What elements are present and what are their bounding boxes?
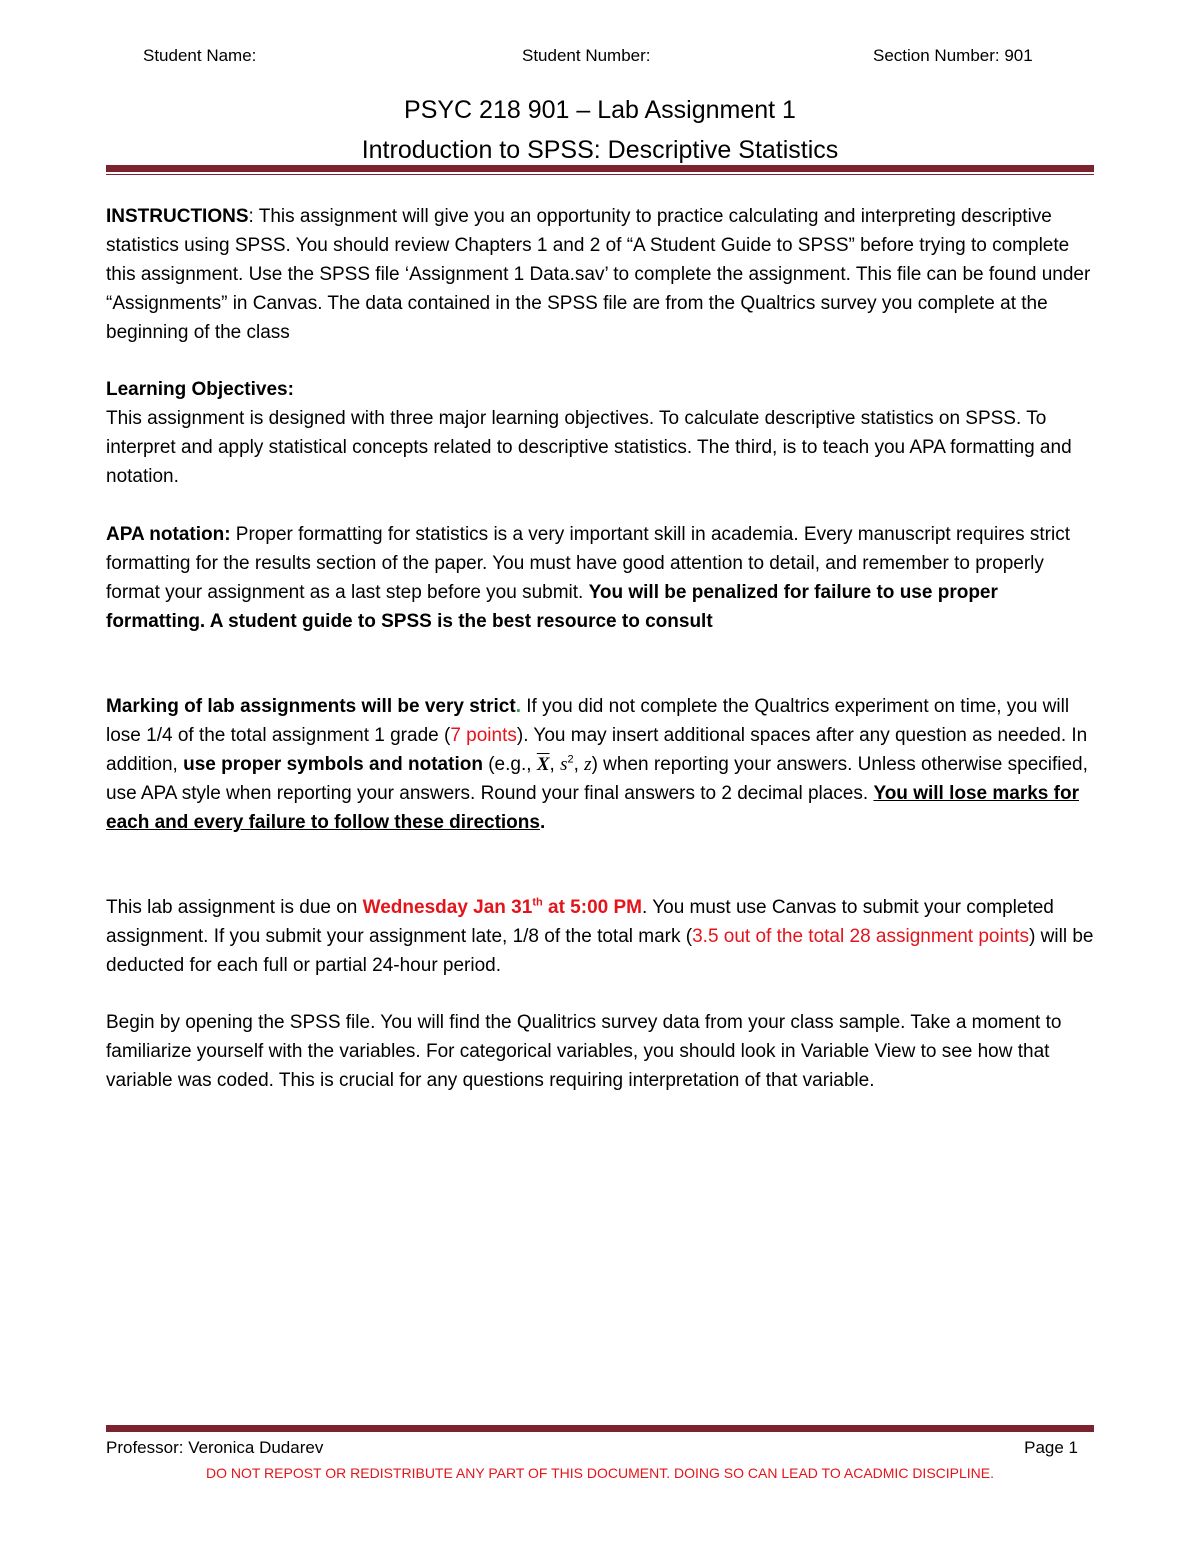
symbol-z: z: [584, 754, 592, 775]
page-header: [0, 46, 1200, 70]
due-date: Wednesday Jan 31: [362, 897, 533, 918]
apa-penalty-text: You will be penalized for failure to use proper formatting. A student guide to SPSS is the best resource to consult: [106, 582, 998, 632]
due-text-2: . You must use Canvas to submit your completed assignment. If you submit your assignment late, 1/8 of the total mark (: [106, 897, 1054, 947]
apa-text: Proper formatting for statistics is a very important skill in academia. Every manuscript requires strict formatting for the results section of the paper. You must have good attention to detail, and remember to properly format your assignment as a last step before you submit.: [106, 524, 1070, 603]
instructions-paragraph: [106, 202, 1101, 347]
objectives-heading: Learning Objectives:: [106, 379, 294, 400]
late-penalty: 3.5 out of the total 28 assignment points: [692, 926, 1030, 947]
title-line-2: Introduction to SPSS: Descriptive Statistics: [361, 136, 839, 164]
apa-paragraph: [106, 520, 1101, 636]
student-number-label: Student Number:: [522, 46, 651, 65]
marking-warning-underlined: You will lose marks for each and every failure to follow these directions: [106, 783, 1079, 833]
symbol-sep-1: ,: [549, 754, 561, 775]
page-footer: [106, 1438, 1078, 1462]
instructions-colon: :: [248, 206, 254, 227]
marking-points: 7 points: [450, 725, 517, 746]
begin-text: Begin by opening the SPSS file. You will find the Qualitrics survey data from your class sample. Take a moment to familiarize yourself with the variables. For categorical variables, you should look in Variable View to see how that variable was coded. This is crucial for any questions requiring interpretation of that variable.: [106, 1012, 1062, 1091]
professor-name: Professor: Veronica Dudarev: [106, 1438, 324, 1457]
title-line-1: PSYC 218 901 – Lab Assignment 1: [404, 96, 796, 124]
footer-divider: [106, 1425, 1094, 1432]
marking-text-2: ). You may insert additional spaces after any question as needed. In addition,: [106, 725, 1088, 775]
symbol-s-superscript: 2: [567, 753, 574, 766]
apa-label: APA notation:: [106, 524, 231, 545]
marking-paragraph: [106, 692, 1101, 837]
marking-label: Marking of lab assignments will be very strict: [106, 696, 516, 717]
section-number-label: Section Number: 901: [873, 46, 1033, 65]
student-name-label: Student Name:: [143, 46, 257, 65]
marking-end-period: .: [539, 812, 546, 833]
marking-text-4: ) when reporting your answers. Unless otherwise specified, use APA style when reporting your answers. Round your final answers to 2 decimal places.: [106, 754, 1088, 804]
page-number: Page 1: [1024, 1438, 1078, 1457]
document-title: [0, 90, 1200, 170]
instructions-text: This assignment will give you an opportunity to practice calculating and interpreting descriptive statistics using SPSS. You should review Chapters 1 and 2 of “A Student Guide to SPSS” before trying to complete this assignment. Use the SPSS file ‘Assignment 1 Data.sav’ to complete the assignment. This file can be found under “Assignments” in Canvas. The data contained in the SPSS file are from the Qualtrics survey you complete at the beginning of the class: [106, 206, 1091, 343]
due-date-paragraph: [106, 893, 1101, 980]
redistribution-warning: DO NOT REPOST OR REDISTRIBUTE ANY PART OF THIS DOCUMENT. DOING SO CAN LEAD TO ACADMIC DISCIPLINE.: [205, 1465, 995, 1481]
objectives-section: [106, 375, 1101, 491]
due-time: at 5:00 PM: [542, 897, 642, 918]
objectives-text: This assignment is designed with three major learning objectives. To calculate descriptive statistics on SPSS. To interpret and apply statistical concepts related to descriptive statistics. The third, is to teach you APA formatting and notation.: [106, 408, 1072, 487]
symbol-s: s: [560, 754, 568, 775]
symbol-xbar: $\overline{X}$: [536, 754, 550, 775]
marking-notation-emphasis: use proper symbols and notation: [183, 754, 483, 775]
symbol-sep-2: ,: [573, 754, 585, 775]
due-text-1: This lab assignment is due on: [106, 897, 363, 918]
header-divider-thin: [106, 174, 1094, 175]
marking-text-1: If you did not complete the Qualtrics experiment on time, you will lose 1/4 of the total assignment 1 grade (: [106, 696, 1070, 746]
begin-paragraph: [106, 1008, 1101, 1095]
due-text-3: ) will be deducted for each full or partial 24-hour period.: [106, 926, 1094, 976]
instructions-label: INSTRUCTIONS: [106, 206, 249, 227]
due-date-superscript: th: [532, 896, 543, 909]
marking-text-3: (e.g.,: [482, 754, 537, 775]
header-divider: [106, 165, 1094, 172]
marking-dot: .: [515, 696, 521, 717]
